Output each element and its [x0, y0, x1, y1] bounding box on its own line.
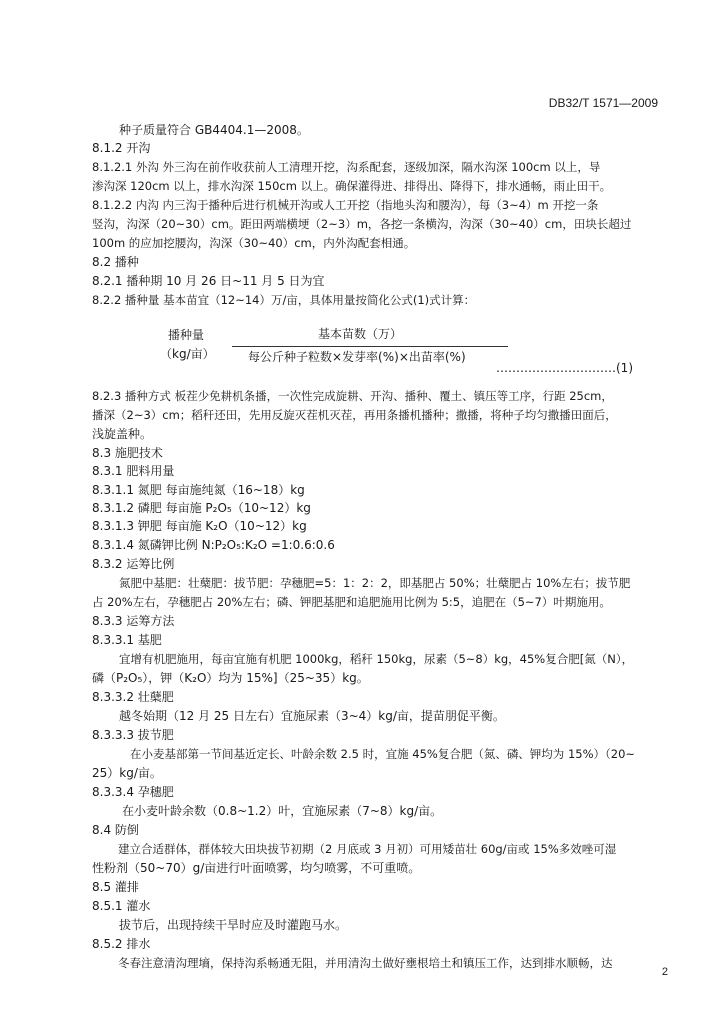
text-line: 拔节后，出现持续干旱时应及时灌跑马水。 [119, 918, 348, 932]
text-line: 8.3.1.1 氮肥 每亩施纯氮（16~18）kg [92, 483, 305, 497]
section-heading: 8.2 播种 [92, 255, 139, 269]
section-heading: 8.5.1 灌水 [92, 899, 151, 913]
text-line: 8.1.2.2 内沟 内三沟于播种后进行机械开沟或人工开挖（指地头沟和腰沟），每（3~4）m 开挖一条 [92, 198, 599, 212]
section-heading: 8.3.3.3 拔节肥 [92, 728, 174, 742]
formula-lhs-bottom: （kg/亩） [160, 347, 215, 361]
text-line: 氮肥中基肥：壮蘖肥：拔节肥：孕穗肥=5：1：2：2，即基肥占 50%；壮蘖肥占 10%左右；拔节肥 [119, 576, 631, 590]
section-heading: 8.3.3 运筹方法 [92, 614, 175, 628]
text-line: 8.3.1.2 磷肥 每亩施 P₂O₅（10~12）kg [92, 501, 311, 515]
text-line: 8.3.1.3 钾肥 每亩施 K₂O（10~12）kg [92, 519, 307, 533]
text-line: 25）kg/亩。 [92, 766, 162, 780]
formula-number: …………………………(1) [496, 361, 633, 375]
text-line: 竖沟，沟深（20~30）cm。距田两端横埂（2~3）m，各挖一条横沟，沟深（30~40）cm，田块长超过 [92, 217, 632, 231]
section-heading: 8.4 防倒 [92, 823, 139, 837]
section-heading: 8.3.2 运筹比例 [92, 557, 175, 571]
text-line: 在小麦基部第一节间基近定长、叶龄余数 2.5 时，宜施 45%复合肥（氮、磷、钾均为 15%）（20~ [130, 747, 636, 761]
text-line: 建立合适群体，群体较大田块拔节初期（2 月底或 3 月初）可用矮苗壮 60g/亩或 15%多效唑可湿 [118, 842, 617, 856]
section-heading: 8.5.2 排水 [92, 937, 151, 951]
section-heading: 8.3.3.1 基肥 [92, 633, 162, 647]
text-line: 8.2.1 播种期 10 月 26 日~11 月 5 日为宜 [92, 274, 325, 288]
formula-numerator: 基本苗数（万） [318, 327, 403, 341]
text-line: 8.2.2 播种量 基本苗宜（12~14）万/亩，具体用量按简化公式(1)式计算： [92, 293, 476, 307]
text-line: 浅旋盖种。 [92, 427, 153, 441]
section-heading: 8.5 灌排 [92, 880, 139, 894]
text-line: 渗沟深 120cm 以上，排水沟深 150cm 以上。确保灌得进、排得出、降得下，排水通畅，雨止田干。 [92, 179, 612, 193]
text-line: 占 20%左右，孕穗肥占 20%左右；磷、钾肥基肥和追肥施用比例为 5:5，追肥在（5~7）叶期施用。 [92, 595, 611, 609]
section-heading: 8.3.3.4 孕穗肥 [92, 785, 174, 799]
section-heading: 8.3.3.2 壮蘖肥 [92, 690, 174, 704]
text-line: 在小麦叶龄余数（0.8~1.2）叶，宜施尿素（7~8）kg/亩。 [122, 804, 443, 818]
fraction-bar [232, 346, 508, 347]
text-line: 性粉剂（50~70）g/亩进行叶面喷雾，均匀喷雾，不可重喷。 [92, 861, 421, 875]
text-line: 8.2.3 播种方式 板茬少免耕机条播，一次性完成旋耕、开沟、播种、覆土、镇压等工序，行距 25cm， [92, 389, 613, 403]
text-line: 冬春注意清沟理墒，保持沟系畅通无阻，并用清沟土做好壅根培土和镇压工作，达到排水顺畅，达 [118, 956, 613, 970]
text-line: 播深（2~3）cm；稻秆还田，先用反旋灭茬机灭茬，再用条播机播种；撒播，将种子均匀撒播田面后， [92, 408, 617, 422]
text-line: 越冬始期（12 月 25 日左右）宜施尿素（3~4）kg/亩，提苗朋促平衡。 [119, 709, 505, 723]
text-line: 8.1.2.1 外沟 外三沟在前作收获前人工清理开挖，沟系配套，逐级加深，隔水沟深 100cm 以上，导 [92, 160, 601, 174]
text-line: 100m 的应加挖腰沟，沟深（30~40）cm，内外沟配套相通。 [92, 236, 416, 250]
standard-number: DB32/T 1571—2009 [548, 96, 658, 110]
text-line: 宜增有机肥施用，每亩宜施有机肥 1000kg，稻秆 150kg，尿素（5~8）kg，45%复合肥[氮（N）， [119, 652, 634, 666]
formula-denominator: 每公斤种子粒数×发芽率(%)×出苗率(%) [248, 350, 466, 364]
section-heading: 8.1.2 开沟 [92, 141, 151, 155]
section-heading: 8.3 施肥技术 [92, 446, 163, 460]
text-line: 8.3.1.4 氮磷钾比例 N:P₂O₅:K₂O =1:0.6:0.6 [92, 538, 335, 552]
text-line: 磷（P₂O₅），钾（K₂O）均为 15%]（25~35）kg。 [92, 671, 369, 685]
page-number: 2 [661, 966, 668, 978]
section-heading: 8.3.1 肥料用量 [92, 464, 175, 478]
text-line: 种子质量符合 GB4404.1—2008。 [119, 123, 309, 137]
formula-lhs-top: 播种量 [168, 328, 205, 342]
